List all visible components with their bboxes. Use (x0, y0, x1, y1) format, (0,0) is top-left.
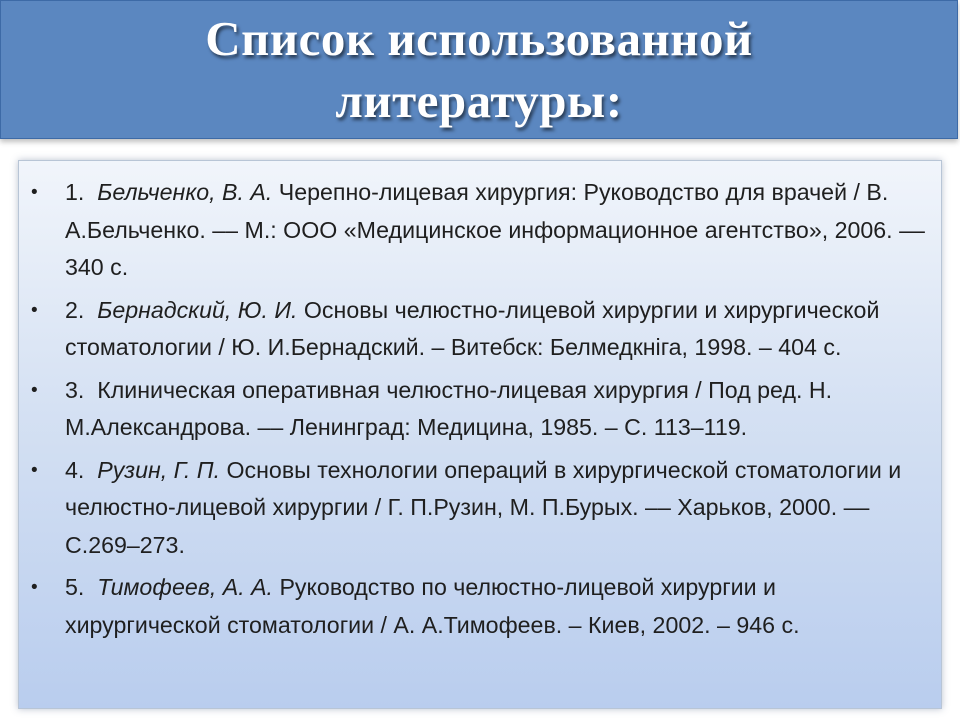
slide-title-line-2: литературы: (335, 72, 623, 128)
reference-item-1 (27, 174, 933, 287)
references-panel (18, 160, 942, 709)
bullet-icon: • (31, 459, 38, 481)
reference-text: Руководство по челюстно-лицевой хирургии и хирургической стоматологии / А. А.Тимофеев. – Киев, 2002. – 946 с. (65, 574, 800, 638)
bullet-icon: • (31, 182, 38, 203)
reference-list (19, 161, 941, 644)
reference-number: 4. (65, 456, 85, 483)
bullet-icon: • (31, 379, 38, 401)
reference-item-4 (27, 452, 933, 565)
reference-text: Черепно-лицевая хирургия: Руководство для врачей / В. А.Бельченко. –– М.: ООО «Медицинское информационное агентство», 2006. –– 340 с. (65, 179, 925, 280)
reference-number: 5. (65, 574, 85, 600)
bullet-icon: • (31, 577, 38, 598)
reference-author: Рузин, Г. П. (97, 456, 221, 483)
reference-number: 2. (65, 296, 85, 323)
reference-item-5 (27, 569, 933, 644)
reference-author: Бельченко, В. А. (97, 179, 273, 205)
reference-text: Основы челюстно-лицевой хирургии и хирургической стоматологии / Ю. И.Бернадский. – Витебск: Белмедкніга, 1998. – 404 с. (65, 296, 880, 360)
reference-author: Бернадский, Ю. И. (97, 296, 298, 323)
reference-number: 3. (65, 376, 85, 403)
reference-item-2 (27, 292, 933, 367)
reference-item-3 (27, 372, 933, 447)
reference-text: Основы технологии операций в хирургической стоматологии и челюстно-лицевой хирургии / Г. П.Рузин, М. П.Бурых. –– Харьков, 2000. –– С.269–273. (65, 456, 902, 558)
reference-author: Тимофеев, А. А. (97, 574, 273, 600)
reference-number: 1. (65, 179, 85, 205)
slide-title-bar (0, 0, 958, 139)
bullet-icon: • (31, 299, 38, 321)
slide-title-line-1: Список использованной (205, 10, 753, 66)
reference-text: Клиническая оперативная челюстно-лицевая хирургия / Под ред. Н. М.Александрова. –– Ленинград: Медицина, 1985. – С. 113–119. (65, 376, 833, 440)
